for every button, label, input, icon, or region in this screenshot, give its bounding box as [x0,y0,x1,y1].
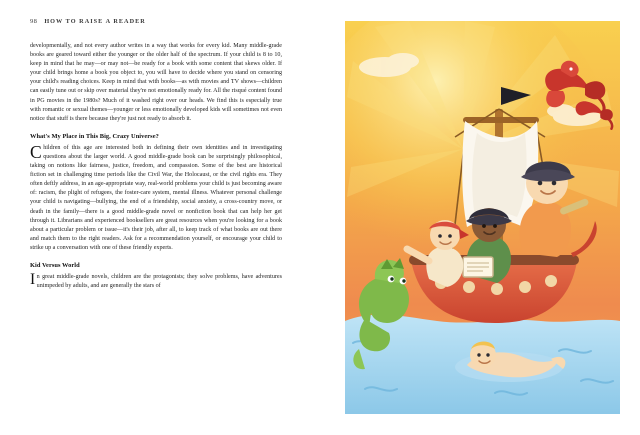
paragraph-continuation: developmentally, and not every author writes in a way that works for every kid. Many middle-grade books are geared toward either the younger or the older half of the spectrum. If your child is 8 to 10, keep in mind that he may—or may not—be ready for a book with some content that skews older. If your child brings home a book you object to, you will have to decide where you stand on censoring your child's reading choices. Keep in mind that with books—as with movies and TV shows—children can easily tune out or skip over material they're not emotionally ready for. All the risqué content found in PG movies in the 1980s? Much of it washed right over our heads. We find this is especially true with romantic or sexual themes—younger or less emotionally developed kids will sometimes not even notice that stuff is there because they're just not ready to absorb it. [30,43,282,122]
running-head-title: HOW TO RAISE A READER [44,18,146,25]
pirate-ship-illustration [345,21,620,414]
section-heading-identity: What's My Place in This Big, Crazy Universe? [30,132,159,140]
page-number: 98 [30,18,38,25]
right-page [320,0,640,435]
section-body-identity [30,141,282,253]
yardarm [463,117,539,123]
running-head [30,18,294,28]
section-body-identity-text: hildren of this age are interested both in defining their own identities and in investigating questions about the larger world. A good middle-grade book can be surprisingly philosophical, taking on notions like fairness, justice, freedom, and compassion. Some of the best are historical fiction set in challenging time periods like the Civil War, the Holocaust, or the civil rights era. They often deftly address, in an age-appropriate way, real-world problems your child is just becoming aware of: racism, the plight of refugees, the foster-care system, mental illness. Whatever personal challenge your child is navigating—bullying, the end of a friendship, social anxiety, a cross-country move, or death in the family—there is a good middle-grade novel or nonfiction book that can help her get through it. Librarians and experienced booksellers are great resources when you're looking for a book about a particular problem or issue—it's their job, after all, to keep track of what books are out there and match them to the right readers. Ask for a recommendation yourself, or encourage your child to strike up a conversation with one of these friendly experts. [30,144,282,251]
text-column [30,42,282,291]
section-heading-kid-versus-world: Kid Versus World [30,261,80,269]
section-body-kid-versus-world-text: n great middle-grade novels, children are the protagonists; they solve problems, have adventures unimpeded by adults, and are generally the stars of [36,273,282,290]
section-body-kid-versus-world [30,270,282,291]
drop-cap-i: I [30,270,36,288]
drop-cap-c: C [30,141,42,162]
